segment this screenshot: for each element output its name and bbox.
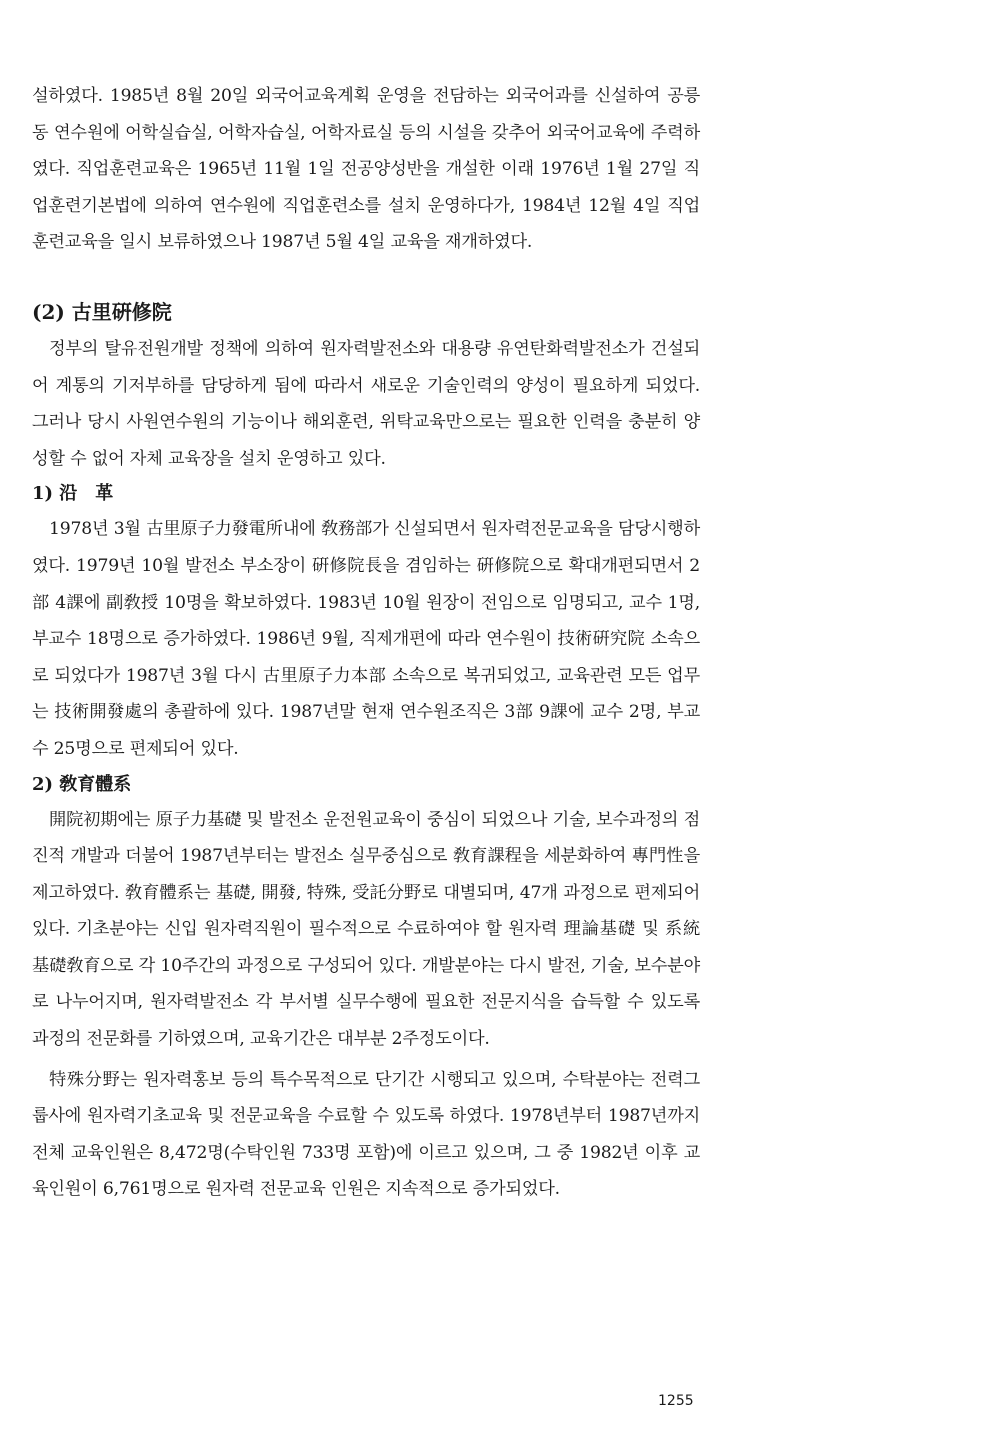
education-heading: 2) 敎育體系 (32, 773, 132, 795)
page-number: 1255 (658, 1393, 694, 1409)
education-paragraph-1: 開院初期에는 原子力基礎 및 발전소 운전원교육이 중심이 되었으나 기술, 보수과정의 점진적 개발과 더불어 1987년부터는 발전소 실무중심으로 敎育課程을 세분화하여 專門性을 제고하였다. 敎育體系는 基礎, 開發, 特殊, 受託分野로 대별되며, 47개 과정으로 편제되어 있다. 기초분야는 신입 원자력직원이 필수적으로 수료하여야 할 원자력 理論基礎 및 系統基礎敎育으로 각 10주간의 과정으로 구성되어 있다. 개발분야는 다시 발전, 기술, 보수분야로 나누어지며, 원자력발전소 각 부서별 실무수행에 필요한 전문지식을 습득할 수 있도록 과정의 전문화를 기하였으며, 교육기간은 대부분 2주정도이다. (32, 809, 700, 1050)
history-paragraph: 1978년 3월 古里原子力發電所내에 敎務部가 신설되면서 원자력전문교육을 담당시행하였다. 1979년 10월 발전소 부소장이 硏修院長을 겸임하는 硏修院으로 확대개편되면서 2部 4課에 副敎授 10명을 확보하였다. 1983년 10월 원장이 전임으로 임명되고, 교수 1명, 부교수 18명으로 증가하였다. 1986년 9월, 직제개편에 따라 연수원이 技術硏究院 소속으로 되었다가 1987년 3월 다시 古里原子力本部 소속으로 복귀되었고, 교육관련 모든 업무는 技術開發處의 총괄하에 있다. 1987년말 현재 연수원조직은 3部 9課에 교수 2명, 부교수 25명으로 편제되어 있다. (32, 519, 700, 759)
history-heading: 1) 沿 革 (32, 483, 114, 505)
intro-paragraph: 설하였다. 1985년 8월 20일 외국어교육계획 운영을 전담하는 외국어과를 신설하여 공릉동 연수원에 어학실습실, 어학자습실, 어학자료실 등의 시설을 갖추어 외국어교육에 주력하였다. 직업훈련교육은 1965년 11월 1일 전공양성반을 개설한 이래 1976년 1월 27일 직업훈련기본법에 의하여 연수원에 직업훈련소를 설치 운영하다가, 1984년 12월 4일 직업훈련교육을 일시 보류하였으나 1987년 5월 4일 교육을 재개하였다. (32, 86, 700, 253)
document-page (32, 78, 700, 1208)
education-paragraph-2: 特殊分野는 원자력홍보 등의 특수목적으로 단기간 시행되고 있으며, 수탁분야는 전력그룹사에 원자력기초교육 및 전문교육을 수료할 수 있도록 하였다. 1978년부터 1987년까지 전체 교육인원은 8,472명(수탁인원 733명 포함)에 이르고 있으며, 그 중 1982년 이후 교육인원이 6,761명으로 원자력 전문교육 인원은 지속적으로 증가되었다. (32, 1069, 700, 1200)
section-heading-gori: (2) 古里硏修院 (32, 299, 172, 324)
gori-intro-paragraph: 정부의 탈유전원개발 정책에 의하여 원자력발전소와 대용량 유연탄화력발전소가 건설되어 계통의 기저부하를 담당하게 됨에 따라서 새로운 기술인력의 양성이 필요하게 되었다. 그러나 당시 사원연수원의 기능이나 해외훈련, 위탁교육만으로는 필요한 인력을 충분히 양성할 수 없어 자체 교육장을 설치 운영하고 있다. (32, 338, 700, 469)
